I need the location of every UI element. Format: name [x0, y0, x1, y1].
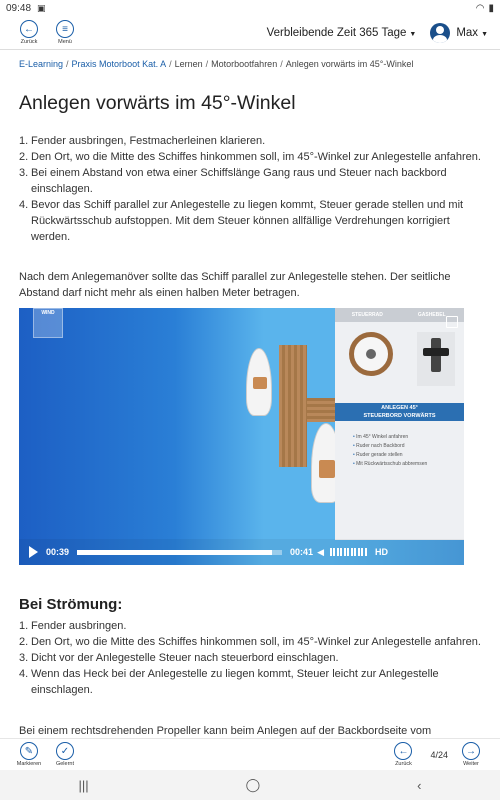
section-heading: Bei Strömung: [19, 596, 123, 613]
bottom-toolbar [0, 738, 500, 770]
learned-label: Gelernt [55, 761, 75, 767]
check-icon: ✓ [56, 742, 74, 760]
breadcrumb-item[interactable]: Motorbootfahren [211, 59, 278, 69]
back-label: Zurück [20, 39, 38, 45]
fullscreen-icon[interactable] [446, 316, 458, 328]
home-icon[interactable]: ◯ [245, 777, 261, 792]
battery-icon: ▮ [488, 2, 494, 14]
video-info-panel [335, 308, 464, 540]
menu-icon: ≡ [56, 20, 74, 38]
throttle-lever-icon [417, 332, 455, 386]
menu-button[interactable] [48, 20, 82, 45]
next-page-button[interactable] [456, 742, 486, 767]
list-item: 4. Wenn das Heck bei der Anlegestelle zu liegen kommt, Steuer leicht zur Anlegestelle einschlagen. [19, 668, 439, 696]
steps-list [19, 618, 481, 698]
system-navigation-bar [0, 770, 500, 800]
recent-apps-icon[interactable]: ||| [78, 777, 89, 793]
arrow-right-icon: → [462, 742, 480, 760]
hd-toggle[interactable]: HD [374, 547, 388, 557]
user-name: Max [456, 26, 479, 39]
current-time: 00:39 [46, 547, 70, 557]
system-back-icon[interactable]: ‹ [417, 777, 422, 793]
steering-wheel-icon [349, 332, 393, 376]
pier-illustration [279, 345, 307, 467]
page-title: Anlegen vorwärts im 45°-Winkel [19, 92, 296, 114]
wind-label: WIND [41, 310, 55, 316]
remaining-time-dropdown[interactable] [267, 27, 417, 39]
pencil-icon: ✎ [20, 742, 38, 760]
video-progress-bar[interactable] [77, 550, 282, 555]
video-player[interactable] [19, 308, 464, 565]
steps-list [19, 133, 481, 245]
panel-list: • Im 45° Winkel anfahren • Ruder nach Backbord • Ruder gerade stellen • Mit Rückwärtsschub abbremsen [353, 433, 427, 469]
top-toolbar [0, 16, 500, 50]
panel-title: ANLEGEN 45° STEUERBORD VORWÄRTS [335, 403, 464, 421]
wifi-icon: ◠ [475, 2, 485, 14]
status-bar [0, 0, 500, 16]
mark-button[interactable] [14, 742, 44, 767]
menu-label: Menü [58, 39, 72, 45]
breadcrumb: E-Learning / Praxis Motorboot Kat. A / Lernen / Motorbootfahren / Anlegen vorwärts im 45°-Winkel [19, 59, 414, 69]
remaining-time-text: Verbleibende Zeit 365 Tage [266, 26, 407, 39]
list-item: 3. Bei einem Abstand von etwa einer Schiffslänge Gang raus und Steuer nach backbord einschlagen. [19, 167, 447, 195]
prev-label: Zurück [395, 761, 412, 767]
video-controls [19, 539, 464, 565]
avatar[interactable] [430, 23, 450, 43]
panel-header: STEUERRAD GASHEBEL [335, 308, 464, 322]
volume-icon[interactable]: ◀ [317, 546, 324, 557]
learned-button[interactable] [50, 742, 80, 767]
breadcrumb-link[interactable]: E-Learning [19, 59, 64, 69]
list-item: 3. Dicht vor der Anlegestelle Steuer nach steuerbord einschlagen. [19, 652, 339, 664]
user-menu[interactable] [456, 27, 488, 39]
paragraph: Nach dem Anlegemanöver sollte das Schiff parallel zur Anlegestelle stehen. Der seitliche Abstand darf nicht mehr als einen halben Meter betragen. [19, 271, 451, 299]
paragraph: Bei einem rechtsdrehenden Propeller kann beim Anlegen auf der Backbordseite vom [19, 725, 432, 737]
boat-illustration [246, 348, 272, 416]
prev-page-button[interactable] [388, 742, 418, 767]
page-counter: 4/24 [430, 749, 448, 760]
app-notification-icon: ▣ [37, 2, 46, 13]
caret-down-icon: ▼ [481, 30, 488, 38]
play-icon[interactable] [29, 546, 38, 558]
arrow-left-icon: ← [394, 742, 412, 760]
list-item: 1. Fender ausbringen, Festmacherleinen klarieren. [19, 135, 266, 147]
breadcrumb-current: Anlegen vorwärts im 45°-Winkel [285, 59, 414, 69]
pier-arm-illustration [307, 398, 335, 422]
breadcrumb-item[interactable]: Lernen [174, 59, 203, 69]
status-time: 09:48 [6, 2, 32, 14]
list-item: 2. Den Ort, wo die Mitte des Schiffes hinkommen soll, im 45°-Winkel zur Anlegestelle anfahren. [19, 151, 481, 163]
volume-slider[interactable] [330, 548, 367, 556]
mark-label: Markieren [16, 761, 42, 767]
list-item: 2. Den Ort, wo die Mitte des Schiffes hinkommen soll, im 45°-Winkel zur Anlegestelle anfahren. [19, 636, 481, 648]
wind-indicator [33, 308, 63, 338]
back-button[interactable] [12, 20, 46, 45]
total-time: 00:41 [290, 547, 314, 557]
list-item: 1. Fender ausbringen. [19, 620, 127, 632]
caret-down-icon: ▼ [409, 30, 417, 38]
breadcrumb-link[interactable]: Praxis Motorboot Kat. A [71, 59, 167, 69]
list-item: 4. Bevor das Schiff parallel zur Anlegestelle zu liegen kommt, Steuer gerade stellen und mit Rückwärtsschub aufstoppen. Mit dem Steuer können allfällige Verdrehungen korrigiert werden. [19, 199, 464, 243]
arrow-left-icon: ← [20, 20, 38, 38]
next-label: Weiter [463, 761, 479, 767]
